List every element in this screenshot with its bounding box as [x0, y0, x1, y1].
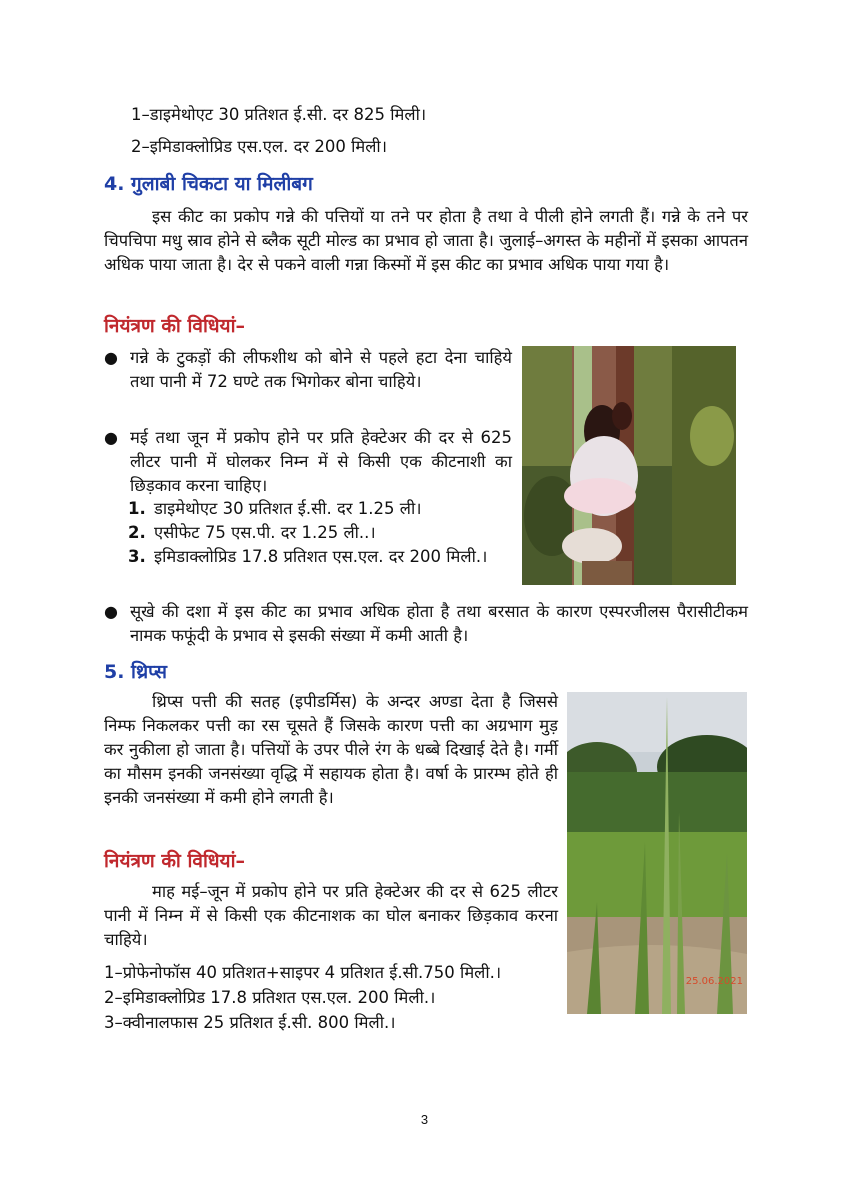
section-5-control-heading: नियंत्रण की विधियां– — [104, 850, 245, 872]
section-5-heading: 5. थ्रिप्स — [104, 661, 167, 683]
item-number: 3. — [128, 547, 146, 566]
thrips-list-item-1: 1–प्रोफेनोफॉस 40 प्रतिशत+साइपर 4 प्रतिशत ई.सी.750 मिली.। — [104, 963, 502, 982]
numbered-item-2 — [128, 521, 512, 545]
numbered-item-3 — [128, 545, 512, 569]
bullet-item-2 — [104, 426, 512, 498]
section-5-control-paragraph: माह मई–जून में प्रकोप होने पर प्रति हेक्टेअर की दर से 625 लीटर पानी में निम्न में से किसी एक कीटनाशक का घोल बनाकर छिड़काव करना चाहिये। — [104, 882, 558, 949]
bullet-item-1 — [104, 346, 512, 394]
item-text: इमिडाक्लोप्रिड 17.8 प्रतिशत एस.एल. दर 200 मिली.। — [154, 547, 488, 566]
mealybug-on-cane-photo — [522, 346, 736, 585]
bullet-text: गन्ने के टुकड़ों की लीफशीथ को बोने से पहले हटा देना चाहिये तथा पानी में 72 घण्टे तक भिगोकर बोना चाहिये। — [130, 348, 512, 391]
thrips-list-item-2: 2–इमिडाक्लोप्रिड 17.8 प्रतिशत एस.एल. 200 मिली.। — [104, 988, 436, 1007]
section-4-paragraph: इस कीट का प्रकोप गन्ने की पत्तियों या तने पर होता है तथा वे पीली होने लगती हैं। गन्ने के तने पर चिपचिपा मधु स्राव होने से ब्लैक सूटी मोल्ड का प्रभाव हो जाता है। जुलाई–अगस्त के महीनों में इसका आपतन अधिक पाया जाता है। देर से पकने वाली गन्ना किस्मों में इस कीट का प्रभाव अधिक पाया गया है। — [104, 207, 748, 274]
bullet-dot: ● — [104, 428, 118, 447]
item-number: 1. — [128, 499, 146, 518]
top-list-item-2: 2–इमिडाक्लोप्रिड एस.एल. दर 200 मिली। — [131, 137, 387, 156]
page-number: 3 — [420, 1112, 429, 1127]
photo-date-stamp: 25.06.2021 — [685, 976, 743, 987]
thrips-list-item-3: 3–क्वीनालफास 25 प्रतिशत ई.सी. 800 मिली.। — [104, 1013, 396, 1032]
item-number: 2. — [128, 523, 146, 542]
bullet-text: मई तथा जून में प्रकोप होने पर प्रति हेक्टेअर की दर से 625 लीटर पानी में घोलकर निम्न में से किसी एक कीटनाशी का छिड़काव करना चाहिए। — [130, 428, 512, 495]
item-text: एसीफेट 75 एस.पी. दर 1.25 ली..। — [154, 523, 376, 542]
section-5-paragraph: थ्रिप्स पत्ती की सतह (इपीडर्मिस) के अन्दर अण्डा देता है जिससे निम्फ निकलकर पत्ती का रस चूसते हैं जिसके कारण पत्ती का अग्रभाग मुड़ कर नुकीला हो जाता है। पत्तियों के उपर पीले रंग के धब्बे दिखाई देते है। गर्मी का मौसम इनकी जनसंख्या वृद्धि में सहायक होता है। वर्षा के प्रारम्भ होते ही इनकी जनसंख्या में कमी होने लगती है। — [104, 692, 558, 807]
section-4-heading: 4. गुलाबी चिकटा या मिलीबग — [104, 173, 313, 195]
numbered-item-1 — [128, 497, 512, 521]
bullet-item-3 — [104, 600, 748, 648]
section-4-control-heading: नियंत्रण की विधियां– — [104, 315, 245, 337]
bullet-text: सूखे की दशा में इस कीट का प्रभाव अधिक होता है तथा बरसात के कारण एस्परजीलस पैरासीटीकम नामक फफूंदी के प्रभाव से इसकी संख्या में कमी आती है। — [130, 602, 748, 645]
sugarcane-field-photo — [567, 692, 747, 1014]
mealybug-photo-graphic — [522, 346, 736, 585]
bullet-dot: ● — [104, 602, 118, 621]
field-photo-graphic — [567, 692, 747, 1014]
bullet-dot: ● — [104, 348, 118, 367]
top-list-item-1: 1–डाइमेथोएट 30 प्रतिशत ई.सी. दर 825 मिली। — [131, 105, 427, 124]
item-text: डाइमेथोएट 30 प्रतिशत ई.सी. दर 1.25 ली। — [154, 499, 422, 518]
